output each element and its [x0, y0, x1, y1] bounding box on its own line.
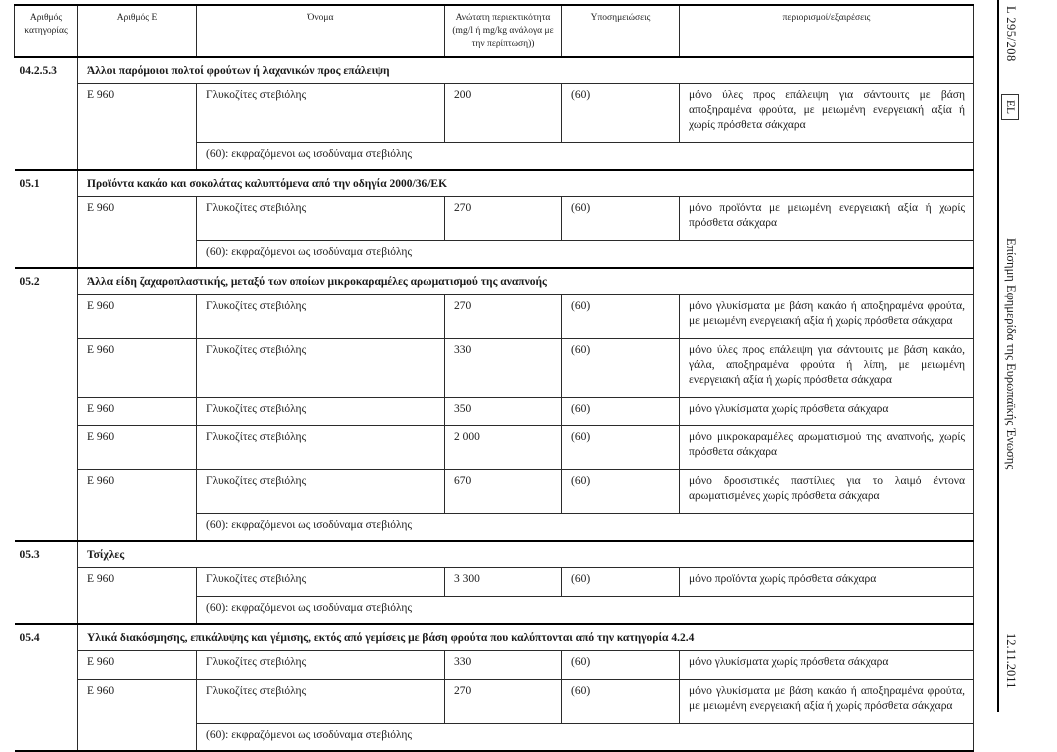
e-number-spacer	[78, 597, 197, 624]
category-spacer	[15, 597, 78, 624]
section-header-row	[15, 541, 974, 567]
footnote-definition: (60): εκφραζόμενοι ως ισοδύναμα στεβιόλης	[197, 597, 974, 624]
e-number-spacer	[78, 723, 197, 750]
footnote-definition: (60): εκφραζόμενοι ως ισοδύναμα στεβιόλης	[197, 143, 974, 170]
header-name: Όνομα	[197, 5, 445, 57]
max-level-cell: 270	[445, 197, 562, 241]
footnote-row	[15, 597, 974, 624]
table-row	[15, 679, 974, 723]
e-number-cell: E 960	[78, 568, 197, 597]
footnote-row	[15, 723, 974, 750]
e-number-spacer	[78, 143, 197, 170]
table-header-row	[15, 5, 974, 57]
table-row	[15, 650, 974, 679]
footnote-ref-cell: (60)	[562, 197, 680, 241]
additive-name-cell: Γλυκοζίτες στεβιόλης	[197, 470, 445, 514]
category-spacer	[15, 426, 78, 470]
category-spacer	[15, 397, 78, 426]
footnote-ref-cell: (60)	[562, 650, 680, 679]
footnote-row	[15, 514, 974, 541]
e-number-cell: E 960	[78, 338, 197, 397]
category-spacer	[15, 723, 78, 750]
section-title: Υλικά διακόσμησης, επικάλυψης και γέμισης, εκτός από γεμίσεις με βάση φρούτα που καλύπτονται από την κατηγορία 4.2.4	[78, 624, 974, 650]
additives-table	[14, 4, 974, 752]
table-header	[15, 5, 974, 57]
max-level-cell: 270	[445, 679, 562, 723]
category-number: 05.2	[15, 268, 78, 294]
restrictions-cell: μόνο προϊόντα με μειωμένη ενεργειακή αξία ή χωρίς πρόσθετα σάκχαρα	[680, 197, 974, 241]
additive-name-cell: Γλυκοζίτες στεβιόλης	[197, 568, 445, 597]
category-spacer	[15, 679, 78, 723]
table-row	[15, 470, 974, 514]
max-level-cell: 350	[445, 397, 562, 426]
max-level-cell: 330	[445, 650, 562, 679]
section-header-row	[15, 624, 974, 650]
category-spacer	[15, 197, 78, 241]
footnote-ref-cell: (60)	[562, 294, 680, 338]
e-number-cell: E 960	[78, 84, 197, 143]
header-e-number: Αριθμός Ε	[78, 5, 197, 57]
section-title: Προϊόντα κακάο και σοκολάτας καλυπτόμενα από την οδηγία 2000/36/ΕΚ	[78, 170, 974, 196]
e-number-cell: E 960	[78, 197, 197, 241]
table-row	[15, 294, 974, 338]
restrictions-cell: μόνο προϊόντα χωρίς πρόσθετα σάκχαρα	[680, 568, 974, 597]
max-level-cell: 330	[445, 338, 562, 397]
max-level-cell: 200	[445, 84, 562, 143]
e-number-cell: E 960	[78, 470, 197, 514]
table-row	[15, 397, 974, 426]
category-spacer	[15, 650, 78, 679]
issue-date: 12.11.2011	[1004, 633, 1018, 689]
section-title: Τσίχλες	[78, 541, 974, 567]
margin-divider-rule	[997, 0, 999, 712]
max-level-cell: 270	[445, 294, 562, 338]
footnote-definition: (60): εκφραζόμενοι ως ισοδύναμα στεβιόλης	[197, 240, 974, 267]
restrictions-cell: μόνο γλυκίσματα με βάση κακάο ή αποξηραμένα φρούτα, με μειωμένη ενεργειακή αξία ή χωρίς πρόσθετα σάκχαρα	[680, 294, 974, 338]
section-header-row	[15, 268, 974, 294]
additive-name-cell: Γλυκοζίτες στεβιόλης	[197, 397, 445, 426]
header-category-number: Αριθμός κατηγορίας	[15, 5, 78, 57]
footnote-row	[15, 240, 974, 267]
e-number-cell: E 960	[78, 650, 197, 679]
e-number-spacer	[78, 514, 197, 541]
restrictions-cell: μόνο ύλες προς επάλειψη για σάντουιτς με βάση κακάο, γάλα, αποξηραμένα φρούτα ή λίπη, με μειωμένη ενεργειακή αξία ή χωρίς πρόσθετα σάκχαρα	[680, 338, 974, 397]
category-spacer	[15, 470, 78, 514]
e-number-cell: E 960	[78, 294, 197, 338]
max-level-cell: 3 300	[445, 568, 562, 597]
additive-name-cell: Γλυκοζίτες στεβιόλης	[197, 84, 445, 143]
restrictions-cell: μόνο γλυκίσματα με βάση κακάο ή αποξηραμένα φρούτα, με μειωμένη ενεργειακή αξία ή χωρίς πρόσθετα σάκχαρα	[680, 679, 974, 723]
page-reference: L 295/208	[1004, 6, 1018, 62]
category-number: 05.3	[15, 541, 78, 567]
header-footnotes: Υποσημειώσεις	[562, 5, 680, 57]
journal-title: Επίσημη Εφημερίδα της Ευρωπαϊκής Ένωσης	[1004, 238, 1018, 470]
restrictions-cell: μόνο δροσιστικές παστίλιες για το λαιμό έντονα αρωματισμένες χωρίς πρόσθετα σάκχαρα	[680, 470, 974, 514]
additive-name-cell: Γλυκοζίτες στεβιόλης	[197, 426, 445, 470]
table-row	[15, 426, 974, 470]
category-number: 05.1	[15, 170, 78, 196]
footnote-definition: (60): εκφραζόμενοι ως ισοδύναμα στεβιόλης	[197, 514, 974, 541]
section-title: Άλλα είδη ζαχαροπλαστικής, μεταξύ των οποίων μικροκαραμέλες αρωματισμού της αναπνοής	[78, 268, 974, 294]
footnote-row	[15, 143, 974, 170]
table-body	[15, 57, 974, 750]
footnote-ref-cell: (60)	[562, 679, 680, 723]
additive-name-cell: Γλυκοζίτες στεβιόλης	[197, 197, 445, 241]
table-row	[15, 197, 974, 241]
category-number: 05.4	[15, 624, 78, 650]
section-title: Άλλοι παρόμοιοι πολτοί φρούτων ή λαχανικών προς επάλειψη	[78, 57, 974, 83]
additive-name-cell: Γλυκοζίτες στεβιόλης	[197, 338, 445, 397]
category-spacer	[15, 294, 78, 338]
additive-name-cell: Γλυκοζίτες στεβιόλης	[197, 650, 445, 679]
table-row	[15, 338, 974, 397]
category-spacer	[15, 338, 78, 397]
e-number-cell: E 960	[78, 397, 197, 426]
table-row	[15, 568, 974, 597]
section-header-row	[15, 57, 974, 83]
e-number-spacer	[78, 240, 197, 267]
footnote-definition: (60): εκφραζόμενοι ως ισοδύναμα στεβιόλης	[197, 723, 974, 750]
e-number-cell: E 960	[78, 426, 197, 470]
category-number: 04.2.5.3	[15, 57, 78, 83]
footnote-ref-cell: (60)	[562, 568, 680, 597]
max-level-cell: 670	[445, 470, 562, 514]
max-level-cell: 2 000	[445, 426, 562, 470]
restrictions-cell: μόνο γλυκίσματα χωρίς πρόσθετα σάκχαρα	[680, 397, 974, 426]
restrictions-cell: μόνο γλυκίσματα χωρίς πρόσθετα σάκχαρα	[680, 650, 974, 679]
additive-name-cell: Γλυκοζίτες στεβιόλης	[197, 294, 445, 338]
additive-name-cell: Γλυκοζίτες στεβιόλης	[197, 679, 445, 723]
language-badge: EL	[1001, 94, 1019, 120]
category-spacer	[15, 84, 78, 143]
footnote-ref-cell: (60)	[562, 470, 680, 514]
header-restrictions: περιορισμοί/εξαιρέσεις	[680, 5, 974, 57]
footnote-ref-cell: (60)	[562, 426, 680, 470]
restrictions-cell: μόνο μικροκαραμέλες αρωματισμού της αναπνοής, χωρίς πρόσθετα σάκχαρα	[680, 426, 974, 470]
footnote-ref-cell: (60)	[562, 338, 680, 397]
category-spacer	[15, 240, 78, 267]
category-spacer	[15, 143, 78, 170]
section-header-row	[15, 170, 974, 196]
footnote-ref-cell: (60)	[562, 84, 680, 143]
footnote-ref-cell: (60)	[562, 397, 680, 426]
restrictions-cell: μόνο ύλες προς επάλειψη για σάντουιτς με βάση αποξηραμένα φρούτα, με μειωμένη ενεργειακή αξία ή χωρίς πρόσθετα σάκχαρα	[680, 84, 974, 143]
category-spacer	[15, 514, 78, 541]
table-row	[15, 84, 974, 143]
header-max-level: Ανώτατη περιεκτικότητα (mg/l ή mg/kg ανάλογα με την περίπτωση))	[445, 5, 562, 57]
e-number-cell: E 960	[78, 679, 197, 723]
category-spacer	[15, 568, 78, 597]
